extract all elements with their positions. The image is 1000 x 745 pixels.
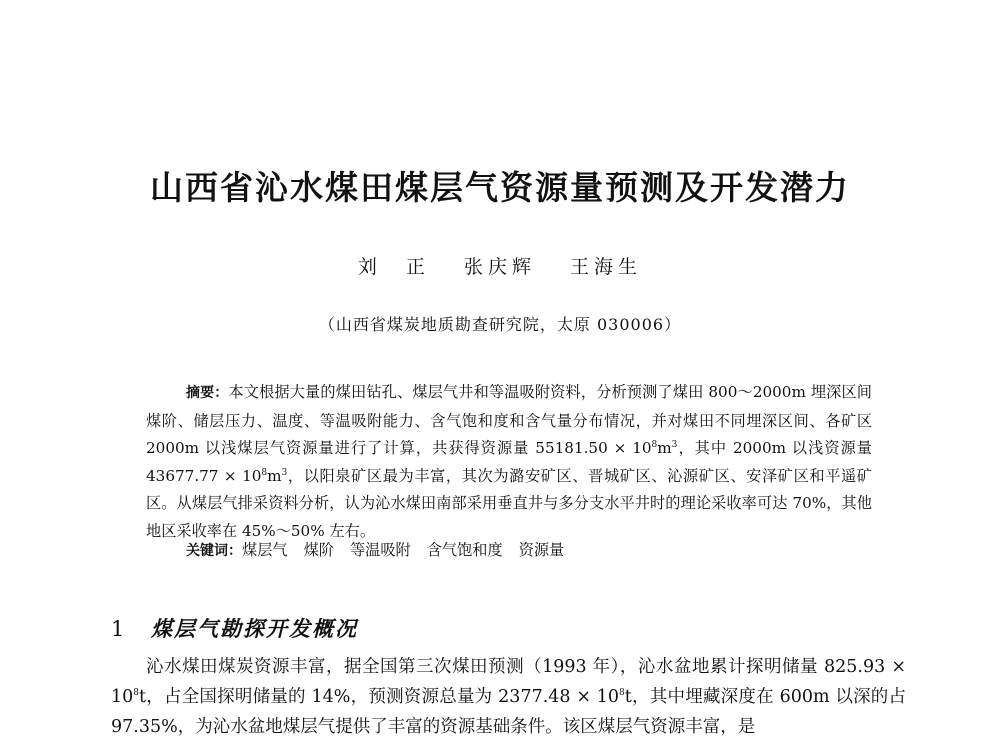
keywords: [186, 537, 876, 564]
section-heading: [111, 614, 358, 644]
author-name: 刘 正: [357, 256, 430, 278]
abstract-text: 本文根据大量的煤田钻孔、煤层气井和等温吸附资料，分析预测了煤田 800～2000m 埋深区间煤阶、储层压力、温度、等温吸附能力、含气饱和度和含气量分布情况，并对煤田不同埋深区间、各矿区 2000m 以浅煤层气资源量进行了计算，共获得资源量 55181.50 × 10: [146, 383, 872, 458]
keyword: 含气饱和度: [426, 541, 503, 559]
author-name: 王海生: [570, 256, 643, 278]
abstract-text: m: [267, 466, 282, 485]
paragraph-text: t，其中埋藏深度在 600m 以深的占 97.35%，为沁水盆地煤层气提供了丰富的资源基础条件。该区煤层气资源丰富，是: [111, 687, 907, 737]
paragraph-text: 沁水煤田煤炭资源丰富，据全国第三次煤田预测（1993 年），沁水盆地累计探明储量 825.93 × 10: [111, 657, 906, 707]
paper-title: 山西省沁水煤田煤层气资源量预测及开发潜力: [150, 168, 850, 207]
paragraph-superscript: 8: [619, 688, 625, 699]
author-affiliation: （山西省煤炭地质勘查研究院，太原 030006）: [318, 315, 682, 334]
section-number: 1: [111, 617, 125, 641]
abstract-text: ，以阳泉矿区最为丰富，其次为潞安矿区、晋城矿区、沁源矿区、安泽矿区和平遥矿区。从煤层气排采资料分析，认为沁水煤田南部采用垂直井与多分支水平井时的理论采收率可达 70%，其他地区采收率在 45%～50% 左右。: [146, 466, 872, 540]
author-list: [0, 254, 1000, 280]
abstract: [146, 379, 872, 546]
keywords-label: 关键词：: [186, 543, 242, 559]
abstract-text: m: [657, 439, 672, 458]
keyword: 煤层气: [242, 541, 288, 559]
abstract-superscript: 8: [651, 440, 658, 451]
body-paragraph: [111, 652, 906, 742]
abstract-label: 摘要：: [186, 385, 229, 401]
keyword: 资源量: [518, 541, 565, 559]
keyword: 煤阶: [303, 541, 334, 559]
abstract-superscript: 8: [261, 467, 268, 478]
paragraph-text: t，占全国探明储量的 14%，预测资源总量为 2377.48 × 10: [139, 687, 620, 707]
keyword: 等温吸附: [349, 541, 411, 559]
abstract-superscript: 3: [671, 440, 678, 451]
abstract-superscript: 3: [281, 467, 288, 478]
abstract-text: ，其中 2000m 以浅资源量 43677.77 × 10: [146, 439, 872, 485]
author-name: 张庆辉: [463, 256, 536, 278]
section-title: 煤层气勘探开发概况: [151, 616, 358, 641]
paragraph-superscript: 8: [133, 688, 140, 699]
